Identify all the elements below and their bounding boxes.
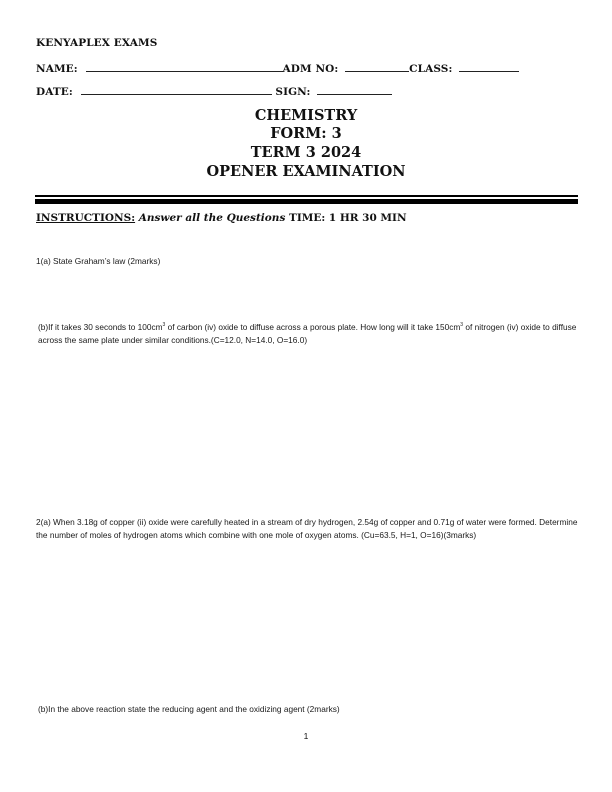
name-field[interactable] (86, 61, 283, 72)
school-name: KENYAPLEX EXAMS (36, 37, 158, 49)
instructions (36, 212, 407, 224)
date-row (36, 84, 392, 98)
subject-title: CHEMISTRY (254, 107, 358, 124)
exam-time: TIME: 1 HR 30 MIN (285, 212, 407, 224)
adm-label: ADM NO: (282, 63, 339, 75)
class-label: CLASS: (409, 63, 453, 75)
form-title: FORM: 3 (270, 125, 342, 142)
divider-thin (35, 195, 578, 197)
adm-no-field[interactable] (345, 61, 409, 72)
divider-thick (35, 199, 578, 204)
question-2b: (b)In the above reaction state the reducing agent and the oxidizing agent (2marks) (38, 704, 340, 714)
term-title: TERM 3 2024 (250, 144, 362, 161)
name-label: NAME: (36, 63, 78, 75)
instructions-text: Answer all the Questions (135, 212, 286, 224)
question-2a: 2(a) When 3.18g of copper (ii) oxide were carefully heated in a stream of dry hydrogen, 2.54g of copper and 0.71g of water were formed. Determine the number of moles of hydrogen atoms which combine with one mole of oxygen atoms. (Cu=63.5, H=1, O=16)(3marks) (36, 517, 578, 540)
instructions-label: INSTRUCTIONS: (36, 212, 136, 224)
date-field[interactable] (81, 84, 272, 95)
question-1a: 1(a) State Graham’s law (2marks) (36, 256, 161, 266)
name-row (36, 61, 519, 75)
sign-label: SIGN: (275, 86, 311, 98)
sign-field[interactable] (317, 84, 392, 95)
page-number: 1 (303, 731, 309, 741)
class-field[interactable] (459, 61, 519, 72)
exam-title: OPENER EXAMINATION (206, 163, 406, 180)
question-1b: (b)If it takes 30 seconds to $100cm^3$ of carbon (iv) oxide to diffuse across a porous plate. How long will it take $150cm^3$ of nitrogen (iv) oxide to diffuse across the same plate under similar conditions.(C=12.0, N=14.0, O=16.0) (38, 322, 577, 345)
date-label: DATE: (36, 86, 73, 98)
